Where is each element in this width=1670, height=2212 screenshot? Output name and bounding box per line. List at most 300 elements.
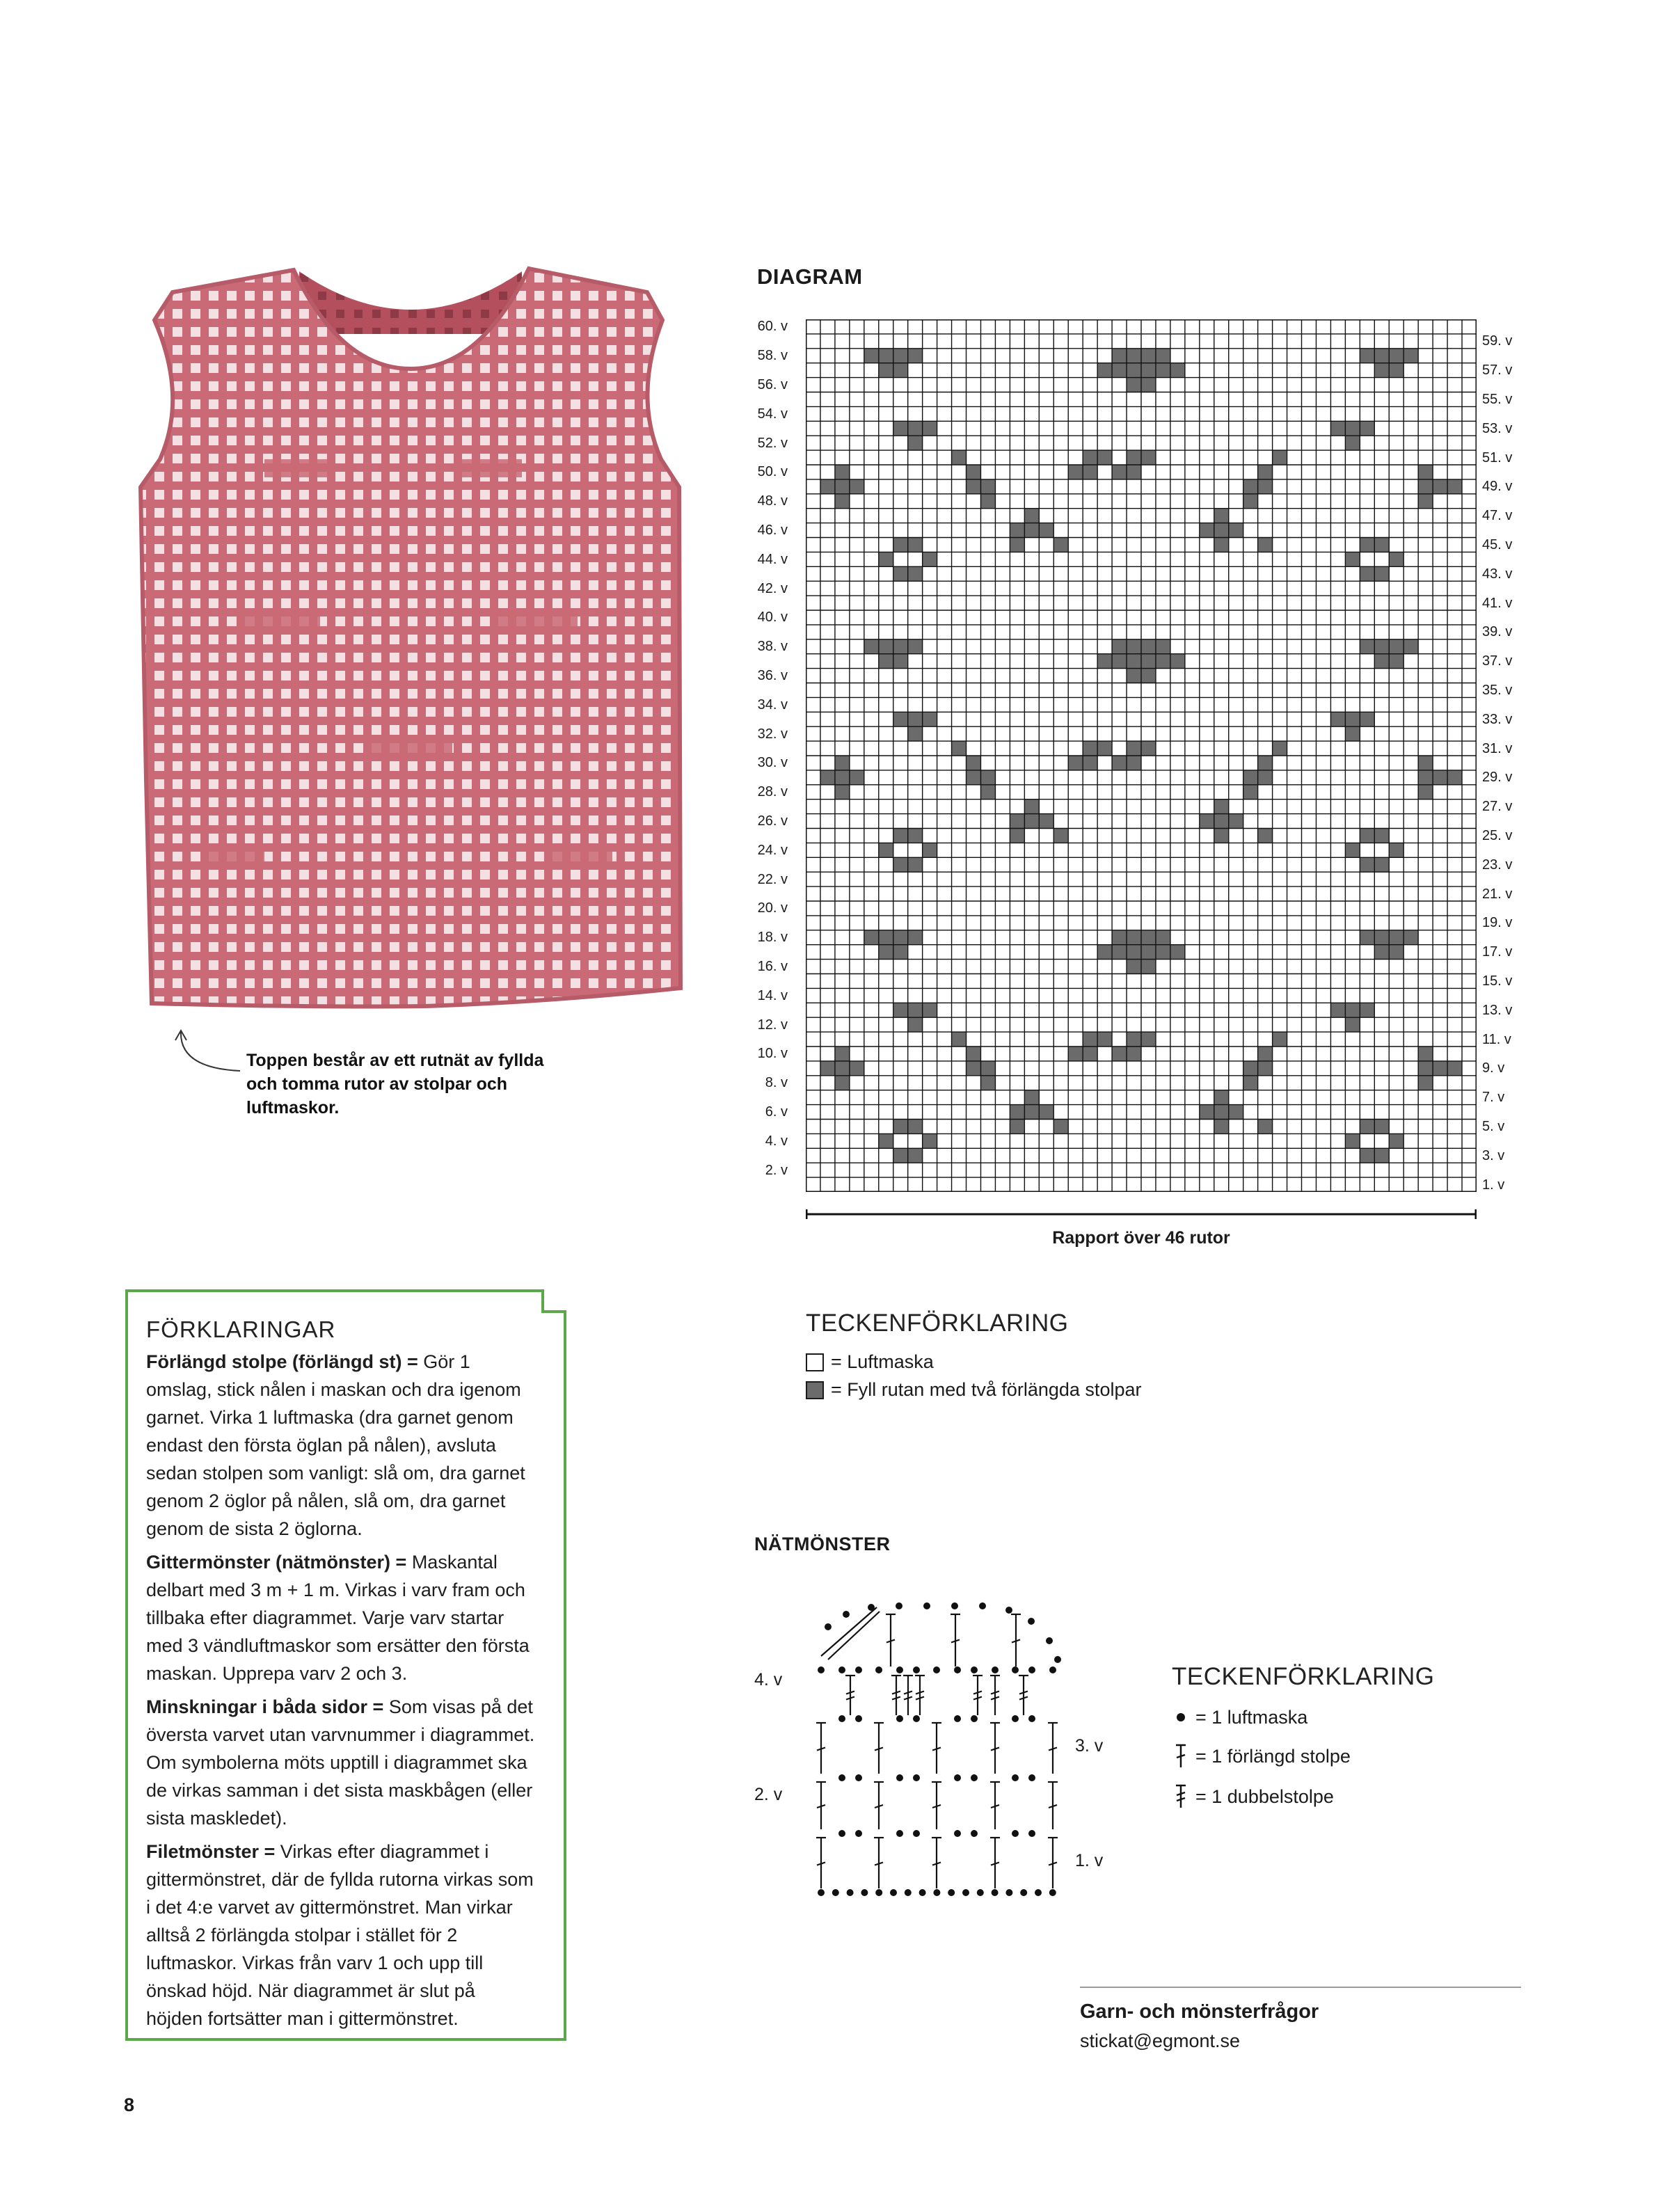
filled-cell — [1243, 1076, 1258, 1090]
filled-cell — [1141, 930, 1156, 945]
row-label: 21. v — [1482, 886, 1513, 902]
filled-cell — [1039, 814, 1053, 829]
chain-dot — [1028, 1830, 1035, 1837]
row-label: 36. v — [757, 668, 788, 684]
filled-cell — [1360, 930, 1374, 945]
row-label: 49. v — [1482, 479, 1513, 495]
decrease-line — [828, 1612, 880, 1660]
filled-cell — [1243, 1061, 1258, 1076]
filled-cell — [1214, 1120, 1229, 1134]
chain-dot — [954, 1774, 961, 1781]
explanations-title: FÖRKLARINGAR — [146, 1316, 336, 1342]
chain-dot — [1028, 1618, 1035, 1625]
row-label: 54. v — [757, 406, 788, 422]
filled-cell — [1024, 1105, 1039, 1120]
filled-cell — [1068, 1047, 1083, 1061]
filled-cell — [835, 770, 850, 785]
filled-cell — [967, 465, 981, 479]
row-label: 31. v — [1482, 740, 1513, 756]
chain-dot — [890, 1889, 897, 1896]
filled-cell — [923, 1003, 937, 1017]
explanation-item: Förlängd stolpe (förlängd st) = Gör 1 omslag, stick nålen i maskan och dra igenom garnet. Virka 1 luftmaska (dra garnet genom endast den första öglan på nålen), avsluta sedan stolpen som vanligt: slå om, dra garnet genom 2 öglor på nålen, slå om, dra garnet genom de sista 2 öglorna. — [146, 1351, 525, 1539]
filled-cell — [908, 436, 923, 450]
filled-cell — [820, 770, 835, 785]
filled-cell — [1141, 945, 1156, 960]
filled-cell — [1389, 363, 1403, 378]
explanations-box — [125, 1289, 568, 2041]
filled-cell — [908, 1017, 923, 1032]
filled-cell — [1374, 945, 1389, 960]
filled-cell — [1447, 1061, 1462, 1076]
row-label: 56. v — [757, 377, 788, 393]
extended-stitch-icon — [1172, 1744, 1190, 1769]
filled-cell — [1112, 349, 1127, 363]
filled-cell — [908, 930, 923, 945]
filled-cell — [1141, 378, 1156, 392]
filled-cell — [893, 857, 908, 872]
net-row-label-4: 4. v — [754, 1670, 783, 1689]
filled-cell — [1053, 538, 1068, 552]
filled-cell — [908, 829, 923, 843]
filled-cell — [1010, 523, 1024, 538]
filled-cell — [980, 479, 995, 494]
filled-cell — [1243, 785, 1258, 799]
chain-dot — [979, 1602, 986, 1609]
row-label: 35. v — [1482, 682, 1513, 698]
chain-dot — [1046, 1637, 1053, 1644]
filled-cell — [1229, 814, 1243, 829]
filled-cell — [1127, 945, 1141, 960]
net-row-label-2: 2. v — [754, 1785, 783, 1804]
filled-cell — [835, 465, 850, 479]
filled-cell — [1273, 450, 1287, 465]
chain-dot — [962, 1889, 969, 1896]
filled-cell — [1214, 1105, 1229, 1120]
row-label: 12. v — [757, 1017, 788, 1033]
filled-cell — [1141, 960, 1156, 974]
chain-dot — [971, 1774, 978, 1781]
row-label: 50. v — [757, 464, 788, 480]
filled-cell — [923, 843, 937, 857]
chain-dot — [971, 1666, 978, 1673]
filled-cell — [850, 770, 864, 785]
filled-cell — [1127, 1047, 1141, 1061]
chain-dot — [1028, 1666, 1035, 1673]
filled-cell — [1127, 960, 1141, 974]
filled-cell — [835, 785, 850, 799]
filled-cell — [1418, 756, 1433, 770]
filled-cell — [893, 639, 908, 654]
filled-cell — [1039, 523, 1053, 538]
filled-cell — [1360, 566, 1374, 581]
filled-cell — [1273, 741, 1287, 756]
filled-cell — [1258, 479, 1273, 494]
chain-dot — [896, 1715, 903, 1722]
filled-cell — [1374, 1148, 1389, 1163]
explanation-item: Minskningar i båda sidor = Som visas på det översta varvet utan varvnummer i diagrammet. Om symbolerna möts upptill i diagrammet ska de virkas samman i det sista maskbågen (eller sista maskledet). — [146, 1696, 535, 1829]
filled-cell — [879, 349, 893, 363]
chain-dot — [855, 1830, 862, 1837]
filled-cell — [1127, 1032, 1141, 1047]
filled-cell — [967, 1061, 981, 1076]
filled-cell — [1345, 1133, 1360, 1148]
filled-cell — [1127, 363, 1141, 378]
filled-cell — [1053, 829, 1068, 843]
filled-cell — [1097, 363, 1112, 378]
filled-cell — [879, 930, 893, 945]
filled-cell — [893, 421, 908, 436]
stitch-key-title: TECKENFÖRKLARING — [1172, 1663, 1435, 1690]
filled-cell — [1083, 465, 1097, 479]
filled-cell — [1389, 639, 1403, 654]
filled-cell — [1447, 479, 1462, 494]
filled-cell — [1389, 654, 1403, 669]
filled-cell — [1258, 465, 1273, 479]
filled-cell — [1141, 450, 1156, 465]
row-label: 47. v — [1482, 508, 1513, 524]
filled-cell — [1360, 1148, 1374, 1163]
row-label: 39. v — [1482, 624, 1513, 640]
filled-cell — [1360, 421, 1374, 436]
chain-dot — [1012, 1715, 1019, 1722]
filled-cell — [1243, 770, 1258, 785]
row-label: 5. v — [1482, 1118, 1505, 1134]
row-label: 33. v — [1482, 711, 1513, 727]
chain-dot — [855, 1666, 862, 1673]
filled-cell — [1418, 1061, 1433, 1076]
filled-cell — [1112, 1047, 1127, 1061]
chain-dot — [977, 1889, 984, 1896]
row-label: 26. v — [757, 813, 788, 829]
filled-cell — [1374, 566, 1389, 581]
filled-cell — [1258, 756, 1273, 770]
filled-cell — [1156, 654, 1170, 669]
row-label: 59. v — [1482, 333, 1513, 349]
contact-title: Garn- och mönsterfrågor — [1080, 2000, 1319, 2023]
row-label: 43. v — [1482, 566, 1513, 582]
row-label: 8. v — [765, 1075, 788, 1091]
filled-cell — [1156, 349, 1170, 363]
filled-cell — [1374, 639, 1389, 654]
filled-cell — [1010, 814, 1024, 829]
chain-dot — [1028, 1715, 1035, 1722]
filled-cell — [952, 741, 967, 756]
filled-cell — [908, 857, 923, 872]
symbol-key-filled: = Fyll rutan med två förlängda stolpar — [806, 1379, 1141, 1401]
chain-dot — [933, 1666, 940, 1673]
filled-cell — [1345, 552, 1360, 566]
double-stitch-icon — [1172, 1784, 1190, 1809]
chain-dot — [838, 1774, 845, 1781]
filled-cell — [1433, 770, 1447, 785]
filled-cell — [1010, 1105, 1024, 1120]
filled-cell — [1097, 741, 1112, 756]
filled-cell — [908, 566, 923, 581]
chain-dot — [838, 1830, 845, 1837]
filled-cell — [908, 1003, 923, 1017]
chain-dot — [1005, 1889, 1012, 1896]
filled-cell — [1083, 1047, 1097, 1061]
filled-cell — [980, 1061, 995, 1076]
row-label: 7. v — [1482, 1090, 1505, 1106]
filled-cell — [923, 552, 937, 566]
filled-cell — [893, 712, 908, 726]
chain-dot — [992, 1889, 999, 1896]
filled-cell — [1330, 421, 1345, 436]
filled-cell — [893, 349, 908, 363]
filled-cell — [1214, 523, 1229, 538]
filled-cell — [893, 566, 908, 581]
filled-cell — [1156, 363, 1170, 378]
chain-dot — [896, 1602, 902, 1609]
filled-cell — [893, 1120, 908, 1134]
filled-cell — [1374, 349, 1389, 363]
filled-cell — [967, 479, 981, 494]
chain-dot — [913, 1715, 920, 1722]
chain-dot — [838, 1666, 845, 1673]
stitch-key-double: = 1 dubbelstolpe — [1172, 1784, 1334, 1809]
filled-cell — [1083, 756, 1097, 770]
filled-cell — [893, 654, 908, 669]
row-label: 46. v — [757, 523, 788, 539]
filled-cell — [1141, 349, 1156, 363]
filled-cell — [1112, 363, 1127, 378]
filled-cell — [1083, 1032, 1097, 1047]
filled-cell — [1200, 523, 1214, 538]
filled-cell — [1273, 1032, 1287, 1047]
row-label: 20. v — [757, 900, 788, 916]
filled-cell — [1418, 465, 1433, 479]
chain-dot — [971, 1715, 978, 1722]
row-label: 11. v — [1482, 1031, 1511, 1047]
filet-diagram — [806, 319, 1477, 1192]
filled-cell — [1389, 552, 1403, 566]
chain-dot — [875, 1889, 882, 1896]
filled-cell — [908, 538, 923, 552]
filled-cell — [1389, 1133, 1403, 1148]
filled-cell — [1112, 756, 1127, 770]
chain-dot — [855, 1715, 862, 1722]
row-label: 37. v — [1482, 653, 1513, 669]
photo-caption: Toppen består av ett rutnät av fyllda och tomma rutor av stolpar och luftmaskor. — [246, 1051, 544, 1117]
filled-cell — [1097, 654, 1112, 669]
chain-dot — [1012, 1774, 1019, 1781]
row-label: 45. v — [1482, 536, 1513, 552]
filled-cell — [1156, 930, 1170, 945]
filled-cell — [1360, 538, 1374, 552]
row-label: 42. v — [757, 580, 788, 596]
filled-cell — [1418, 494, 1433, 509]
filled-cell — [1127, 741, 1141, 756]
diagram-right-row-labels — [1482, 319, 1532, 1192]
filled-cell — [879, 654, 893, 669]
chain-dot — [1035, 1889, 1042, 1896]
filled-cell — [1068, 465, 1083, 479]
filled-cell — [1330, 712, 1345, 726]
filled-cell — [923, 421, 937, 436]
row-label: 22. v — [757, 871, 788, 887]
rapport-bracket — [806, 1207, 1477, 1220]
chain-dot — [913, 1774, 920, 1781]
filled-cell — [1097, 945, 1112, 960]
filled-cell — [1374, 930, 1389, 945]
chain-dot — [838, 1715, 845, 1722]
row-label: 30. v — [757, 755, 788, 771]
chain-dot — [913, 1666, 920, 1673]
chain-dot — [1005, 1607, 1012, 1614]
filled-cell — [1345, 421, 1360, 436]
filled-cell — [1229, 523, 1243, 538]
filled-cell — [835, 1061, 850, 1076]
symbol-key-title: TECKENFÖRKLARING — [806, 1310, 1069, 1337]
row-label: 53. v — [1482, 420, 1513, 436]
chain-dot — [818, 1666, 825, 1673]
row-label: 17. v — [1482, 944, 1513, 960]
row-label: 28. v — [757, 784, 788, 800]
filled-cell — [1433, 479, 1447, 494]
product-photo — [132, 250, 689, 1023]
filled-cell — [908, 1148, 923, 1163]
filled-cell — [1418, 479, 1433, 494]
row-label: 16. v — [757, 959, 788, 975]
chain-dot — [832, 1889, 839, 1896]
crochet-top-image — [132, 250, 689, 1023]
row-label: 41. v — [1482, 595, 1513, 611]
row-label: 10. v — [757, 1046, 788, 1062]
filled-cell — [1141, 639, 1156, 654]
chain-dot — [905, 1889, 912, 1896]
filled-cell — [952, 450, 967, 465]
filled-cell — [908, 1120, 923, 1134]
filled-cell — [1156, 945, 1170, 960]
net-pattern-chart — [807, 1586, 1099, 1907]
filled-cell — [1112, 930, 1127, 945]
diagram-grid — [806, 319, 1477, 1192]
filled-cell — [1170, 654, 1185, 669]
filled-cell — [1418, 770, 1433, 785]
filled-cell — [1024, 814, 1039, 829]
filled-cell — [1418, 1047, 1433, 1061]
chain-dot — [861, 1889, 868, 1896]
chain-dot — [896, 1830, 903, 1837]
filled-cell — [893, 829, 908, 843]
net-pattern-title: NÄTMÖNSTER — [754, 1534, 891, 1554]
chain-dot — [923, 1602, 930, 1609]
filled-cell — [893, 363, 908, 378]
net-row-label-3: 3. v — [1075, 1736, 1104, 1756]
filled-cell — [1010, 538, 1024, 552]
chain-dot — [855, 1774, 862, 1781]
filled-cell — [1433, 1061, 1447, 1076]
chain-dot — [933, 1889, 940, 1896]
chain-dot — [1020, 1889, 1027, 1896]
chain-dot — [1012, 1666, 1019, 1673]
row-label: 2. v — [765, 1162, 788, 1178]
filled-cell — [835, 756, 850, 770]
filled-cell — [1418, 1076, 1433, 1090]
dot-icon — [1172, 1705, 1190, 1730]
filled-cell — [1214, 799, 1229, 814]
row-label: 19. v — [1482, 915, 1513, 931]
row-label: 15. v — [1482, 973, 1513, 989]
filled-cell — [1039, 1105, 1053, 1120]
filled-cell — [1345, 843, 1360, 857]
diagram-left-row-labels — [738, 319, 788, 1192]
chain-dot — [1049, 1666, 1056, 1673]
filled-cell — [1156, 639, 1170, 654]
page-number: 8 — [124, 2094, 135, 2115]
filled-cell — [1083, 741, 1097, 756]
contact-email: stickat@egmont.se — [1080, 2030, 1241, 2051]
chain-dot — [896, 1666, 903, 1673]
chain-dot — [1028, 1774, 1035, 1781]
filled-cell — [1141, 741, 1156, 756]
row-label: 3. v — [1482, 1147, 1505, 1163]
row-label: 55. v — [1482, 391, 1513, 407]
chain-dot — [1049, 1889, 1056, 1896]
filled-square-icon — [806, 1381, 824, 1399]
filled-cell — [980, 494, 995, 509]
filled-cell — [893, 1148, 908, 1163]
filled-cell — [835, 479, 850, 494]
filled-cell — [1243, 479, 1258, 494]
filled-cell — [1170, 945, 1185, 960]
filled-cell — [967, 1047, 981, 1061]
filled-cell — [1097, 1032, 1112, 1047]
filled-cell — [1330, 1003, 1345, 1017]
filled-cell — [1083, 450, 1097, 465]
chain-dot — [948, 1889, 955, 1896]
filled-cell — [835, 1047, 850, 1061]
filled-cell — [879, 1133, 893, 1148]
filled-cell — [1360, 712, 1374, 726]
filled-cell — [1360, 349, 1374, 363]
filled-cell — [1127, 756, 1141, 770]
filled-cell — [1214, 829, 1229, 843]
filled-cell — [1374, 829, 1389, 843]
filled-cell — [1389, 349, 1403, 363]
filled-cell — [893, 930, 908, 945]
chain-dot — [1054, 1656, 1061, 1663]
net-pattern-svg — [807, 1586, 1099, 1907]
filled-cell — [1360, 639, 1374, 654]
filled-cell — [1141, 363, 1156, 378]
filled-cell — [1127, 669, 1141, 683]
chain-dot — [913, 1830, 920, 1837]
filled-cell — [1345, 712, 1360, 726]
contact-divider — [1080, 1987, 1521, 1988]
filled-cell — [1068, 756, 1083, 770]
filled-cell — [1214, 1090, 1229, 1105]
filled-cell — [1258, 770, 1273, 785]
chain-dot — [847, 1889, 854, 1896]
filled-cell — [864, 930, 879, 945]
caption-arrow-icon — [174, 1026, 250, 1082]
filled-cell — [1141, 654, 1156, 669]
filled-cell — [1389, 945, 1403, 960]
filled-cell — [1418, 785, 1433, 799]
stitch-key-extended: = 1 förlängd stolpe — [1172, 1744, 1351, 1769]
filled-cell — [1097, 450, 1112, 465]
explanation-item: Gittermönster (nätmönster) = Maskantal delbart med 3 m + 1 m. Virkas i varv fram och tillbaka efter diagrammet. Varje varv startar med 3 vändluftmaskor som ersätter den första maskan. Upprepa varv 2 och 3. — [146, 1552, 530, 1684]
row-label: 38. v — [757, 639, 788, 655]
filled-cell — [1010, 1120, 1024, 1134]
filled-cell — [879, 945, 893, 960]
filled-cell — [835, 494, 850, 509]
filled-cell — [850, 479, 864, 494]
chain-dot — [1012, 1830, 1019, 1837]
filled-cell — [1127, 465, 1141, 479]
